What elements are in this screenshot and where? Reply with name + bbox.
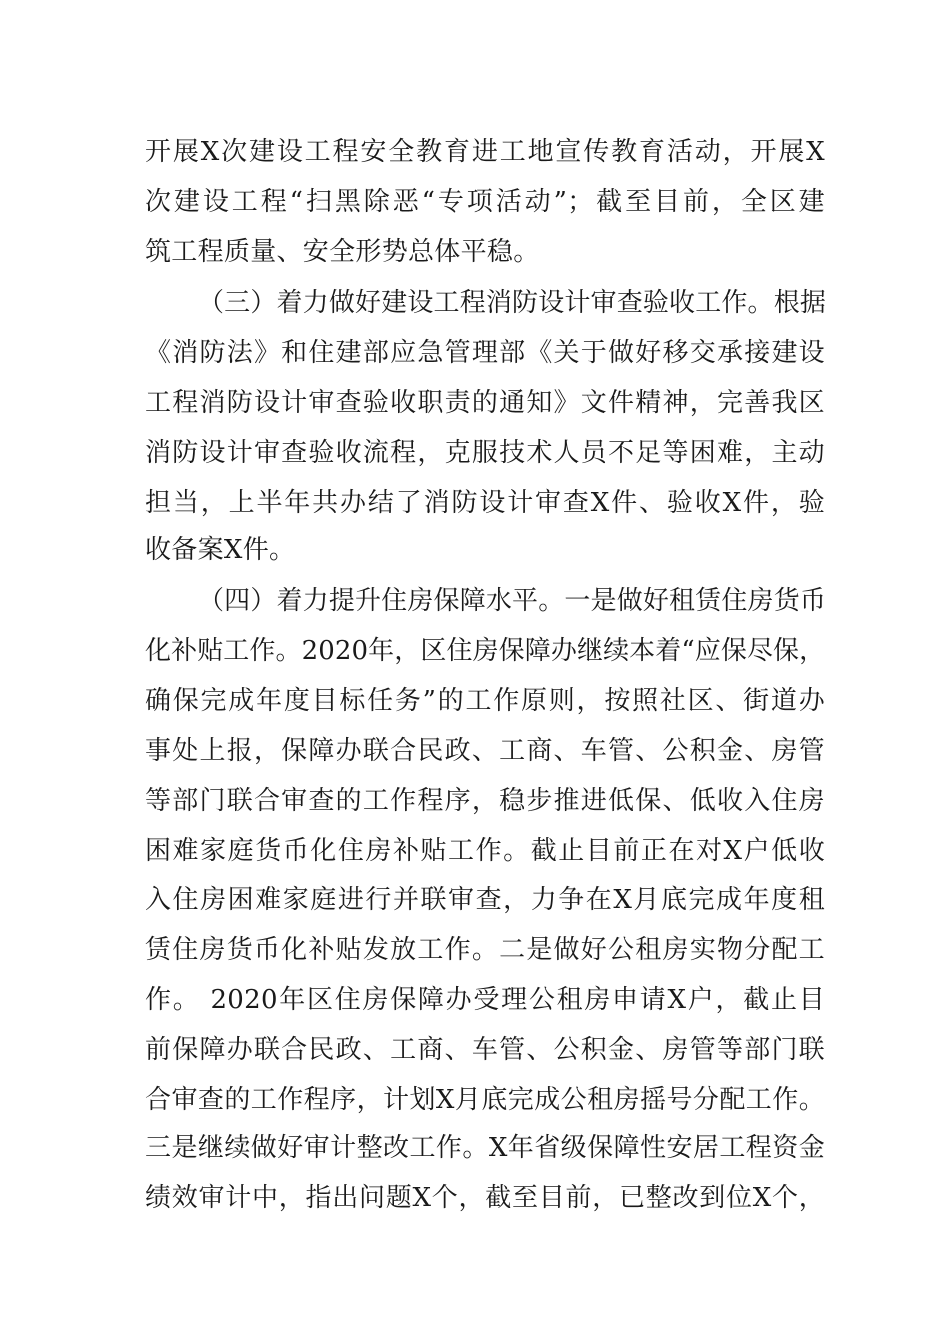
text-line: 等部门联合审查的工作程序，稳步推进低保、低收入住房	[145, 786, 825, 816]
text-line: 赁住房货币化补贴发放工作。二是做好公租房实物分配工	[145, 935, 825, 965]
text-line: 次建设工程“扫黑除恶“专项活动”；截至目前，全区建	[145, 187, 825, 217]
text-line: 绩效审计中，指出问题X个，截至目前，已整改到位X个，	[145, 1183, 825, 1213]
text-line: 确保完成年度目标任务”的工作原则，按照社区、街道办	[145, 686, 825, 716]
paragraph-heading-3: （三）着力做好建设工程消防设计审查验收工作。根据	[198, 288, 826, 318]
text-line: 合审查的工作程序，计划X月底完成公租房摇号分配工作。	[145, 1085, 825, 1115]
text-line: 《消防法》和住建部应急管理部《关于做好移交承接建设	[145, 338, 825, 368]
text-line: 消防设计审查验收流程，克服技术人员不足等困难，主动	[145, 438, 825, 468]
text-line: 收备案X件。	[145, 535, 296, 565]
text-line: 担当，上半年共办结了消防设计审查X件、验收X件，验	[145, 488, 825, 518]
paragraph-heading-4: （四）着力提升住房保障水平。一是做好租赁住房货币	[198, 586, 826, 616]
text-line: 入住房困难家庭进行并联审查，力争在X月底完成年度租	[145, 885, 825, 915]
text-line: 作。 2020年区住房保障办受理公租房申请X户，截止目	[145, 985, 825, 1015]
text-line: 三是继续做好审计整改工作。X年省级保障性安居工程资金	[145, 1133, 825, 1163]
text-line: 工程消防设计审查验收职责的通知》文件精神，完善我区	[145, 388, 825, 418]
text-line: 前保障办联合民政、工商、车管、公积金、房管等部门联	[145, 1035, 825, 1065]
text-line: 化补贴工作。2020年，区住房保障办继续本着“应保尽保，	[145, 636, 826, 666]
text-line: 事处上报，保障办联合民政、工商、车管、公积金、房管	[145, 736, 825, 766]
text-line: 筑工程质量、安全形势总体平稳。	[145, 237, 540, 267]
text-line: 困难家庭货币化住房补贴工作。截止目前正在对X户低收	[145, 836, 825, 866]
text-line: 开展X次建设工程安全教育进工地宣传教育活动，开展X	[145, 137, 825, 167]
